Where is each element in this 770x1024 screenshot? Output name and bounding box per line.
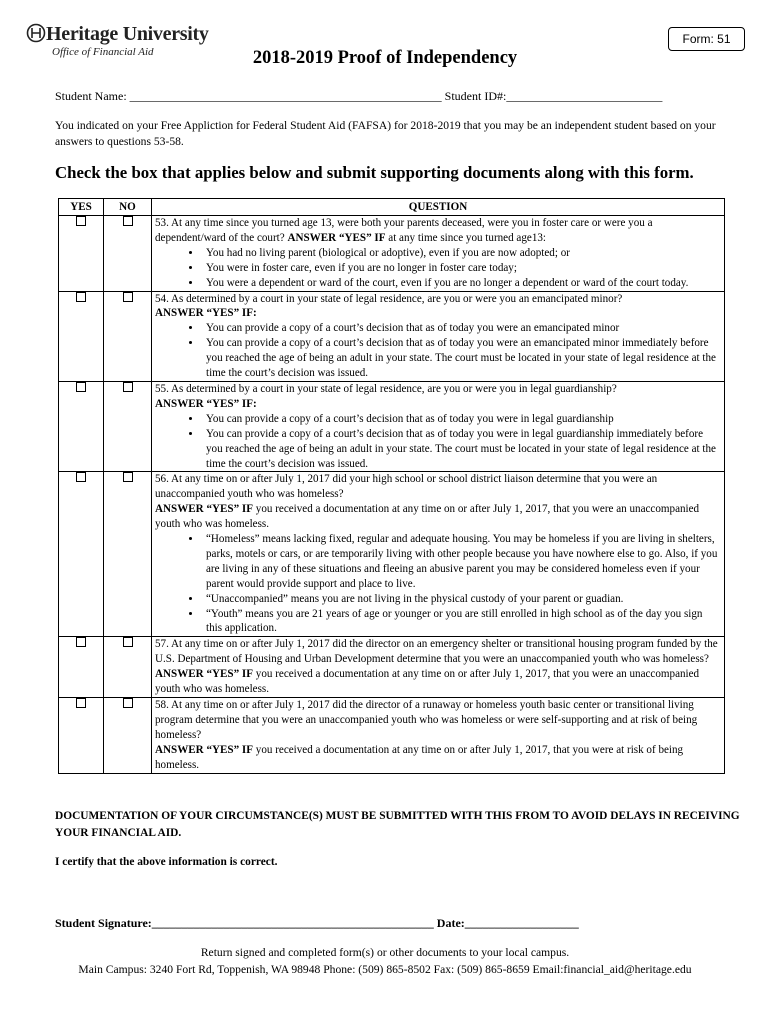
yes-cell — [59, 216, 104, 292]
answer-condition-text: you received a documentation at any time on or after July 1, 2017, that you were an unaccompanied youth who was homeless. — [155, 668, 700, 696]
no-checkbox[interactable] — [123, 637, 133, 647]
signature-field[interactable]: _______________________________________________ — [151, 916, 434, 930]
footer-contact-info: Main Campus: 3240 Fort Rd, Toppenish, WA 98948 Phone: (509) 865-8502 Fax: (509) 865-8659 Email:financial_aid@heritage.edu — [78, 963, 692, 976]
no-checkbox[interactable] — [123, 292, 133, 302]
date-label: Date: — [436, 916, 465, 930]
yes-checkbox[interactable] — [76, 698, 86, 708]
question-cell — [152, 381, 725, 471]
question-row — [59, 291, 725, 381]
list-item: • “Homeless” means lacking fixed, regular and adequate housing. You may be homeless if you are living in shelters, parks, motels or cars, or are temporarily living with other people because you have nowhere else to go. Also, if you are living in any of these situations and fleeing an abusive parent you may be considered homeless even if your parent would provide support and place to live. — [202, 532, 721, 592]
list-item: • You were a dependent or ward of the court, even if you are no longer a dependent or ward of the court today. — [202, 276, 721, 291]
question-row — [59, 216, 725, 292]
question-text: 55. As determined by a court in your state of legal residence, are you or were you in legal guardianship? — [155, 382, 617, 395]
answer-condition-text: you received a documentation at any time on or after July 1, 2017, that you were at risk of being homeless. — [155, 743, 684, 771]
student-name-field[interactable]: ____________________________________________________ — [129, 89, 442, 103]
yes-checkbox[interactable] — [76, 216, 86, 226]
no-cell — [104, 381, 152, 471]
answer-yes-label: ANSWER “YES” IF — [155, 503, 254, 516]
criteria-list — [155, 321, 721, 381]
list-item: • You can provide a copy of a court’s decision that as of today you were an emancipated minor immediately before you reached the age of being an adult in your state. The court must be located in your state of legal residence at the time the court’s decision was issued. — [202, 336, 721, 381]
yes-checkbox[interactable] — [76, 637, 86, 647]
documentation-notice: DOCUMENTATION OF YOUR CIRCUMSTANCE(S) MUST BE SUBMITTED WITH THIS FROM TO AVOID DELAYS IN RECEIVING YOUR FINANCIAL AID. — [55, 810, 740, 839]
form-number-badge: Form: 51 — [668, 27, 745, 51]
yes-checkbox[interactable] — [76, 292, 86, 302]
question-text: 57. At any time on or after July 1, 2017 did the director on an emergency shelter or transitional housing program funded by the U.S. Department of Housing and Urban Development determine that you were an unaccompanied youth who was homeless? — [155, 638, 718, 666]
answer-condition — [155, 743, 721, 773]
question-row — [59, 472, 725, 637]
question-cell — [152, 637, 725, 698]
answer-yes-label: ANSWER “YES” IF: — [155, 397, 257, 410]
criteria-list — [155, 412, 721, 472]
yes-cell — [59, 381, 104, 471]
student-id-label: Student ID#: — [444, 89, 507, 103]
list-item: • You were in foster care, even if you are no longer in foster care today; — [202, 261, 721, 276]
answer-condition — [155, 397, 721, 412]
yes-checkbox[interactable] — [76, 382, 86, 392]
answer-yes-label: ANSWER “YES” IF — [155, 743, 254, 756]
footer-return-instructions: Return signed and completed form(s) or other documents to your local campus. — [200, 946, 570, 959]
instruction-heading: Check the box that applies below and submit supporting documents along with this form. — [55, 163, 694, 182]
student-name-label: Student Name: — [55, 89, 127, 103]
answer-condition — [155, 667, 721, 697]
table-header-row — [59, 199, 725, 216]
answer-yes-label: ANSWER “YES” IF: — [155, 307, 257, 320]
list-item: • You can provide a copy of a court’s decision that as of today you were an emancipated minor — [202, 321, 721, 336]
date-field[interactable]: ___________________ — [464, 916, 579, 930]
no-checkbox[interactable] — [123, 698, 133, 708]
student-id-field[interactable]: __________________________ — [506, 89, 663, 103]
question-text: 56. At any time on or after July 1, 2017 did your high school or school district liaison determine that you were an unaccompanied youth who was homeless? — [155, 473, 658, 501]
no-cell — [104, 637, 152, 698]
no-checkbox[interactable] — [123, 472, 133, 482]
question-cell — [152, 216, 725, 292]
no-cell — [104, 291, 152, 381]
no-cell — [104, 698, 152, 774]
question-row — [59, 698, 725, 774]
answer-condition — [287, 232, 546, 244]
logo-office-name: Office of Financial Aid — [52, 46, 154, 58]
question-cell — [152, 472, 725, 637]
list-item: • You can provide a copy of a court’s decision that as of today you were in legal guardianship immediately before you reached the age of being an adult in your state. The court must be located in your state of legal residence at the time the court’s decision was issued. — [202, 427, 721, 472]
question-text: 53. At any time since you turned age 13, were both your parents deceased, were you in foster care or were you a dependent/ward of the court? — [155, 217, 653, 244]
yes-cell — [59, 472, 104, 637]
list-item: • “Youth” means you are 21 years of age or younger or you are still enrolled in high school as of the day you sign this application. — [202, 607, 721, 637]
list-item: • You had no living parent (biological or adoptive), even if you are now adopted; or — [202, 246, 721, 261]
header-question: QUESTION — [152, 199, 725, 216]
no-checkbox[interactable] — [123, 382, 133, 392]
no-checkbox[interactable] — [123, 216, 133, 226]
certification-statement: I certify that the above information is correct. — [55, 856, 278, 868]
answer-yes-label: ANSWER “YES” IF — [287, 231, 386, 244]
answer-condition — [155, 502, 721, 532]
yes-cell — [59, 637, 104, 698]
intro-paragraph: You indicated on your Free Appliction for Federal Student Aid (FAFSA) for 2018-2019 that you may be an independent student based on your answers to questions 53-58. — [55, 119, 716, 148]
question-cell — [152, 698, 725, 774]
student-info-row — [55, 89, 662, 104]
signature-row — [55, 916, 579, 931]
question-row — [59, 637, 725, 698]
list-item: • “Unaccompanied” means you are not living in the physical custody of your parent or guadian. — [202, 592, 721, 607]
answer-condition — [155, 306, 721, 321]
header-no: NO — [104, 199, 152, 216]
question-text: 54. As determined by a court in your state of legal residence, are you or were you an emancipated minor? — [155, 292, 623, 305]
question-row — [59, 381, 725, 471]
page-title: 2018-2019 Proof of Independency — [252, 48, 518, 68]
list-item: • You can provide a copy of a court’s decision that as of today you were in legal guardianship — [202, 412, 721, 427]
signature-label: Student Signature: — [55, 916, 152, 930]
no-cell — [104, 472, 152, 637]
yes-cell — [59, 698, 104, 774]
header-yes: YES — [59, 199, 104, 216]
answer-condition-text: at any time since you turned age13: — [388, 231, 546, 244]
answer-condition-text: you received a documentation at any time on or after July 1, 2017, that you were an unaccompanied youth who was homeless. — [155, 503, 700, 531]
logo-university-name: Heritage University — [46, 23, 209, 45]
questions-table — [58, 198, 725, 774]
yes-cell — [59, 291, 104, 381]
question-cell — [152, 291, 725, 381]
heritage-emblem-icon — [26, 22, 48, 44]
criteria-list — [155, 532, 721, 636]
no-cell — [104, 216, 152, 292]
answer-yes-label: ANSWER “YES” IF — [155, 668, 254, 681]
criteria-list — [155, 246, 721, 291]
yes-checkbox[interactable] — [76, 472, 86, 482]
question-text: 58. At any time on or after July 1, 2017 did the director of a runaway or homeless youth basic center or transitional living program determine that you were an unaccompanied youth who was homeless or were self-supporting and at risk of being homeless? — [155, 699, 698, 741]
